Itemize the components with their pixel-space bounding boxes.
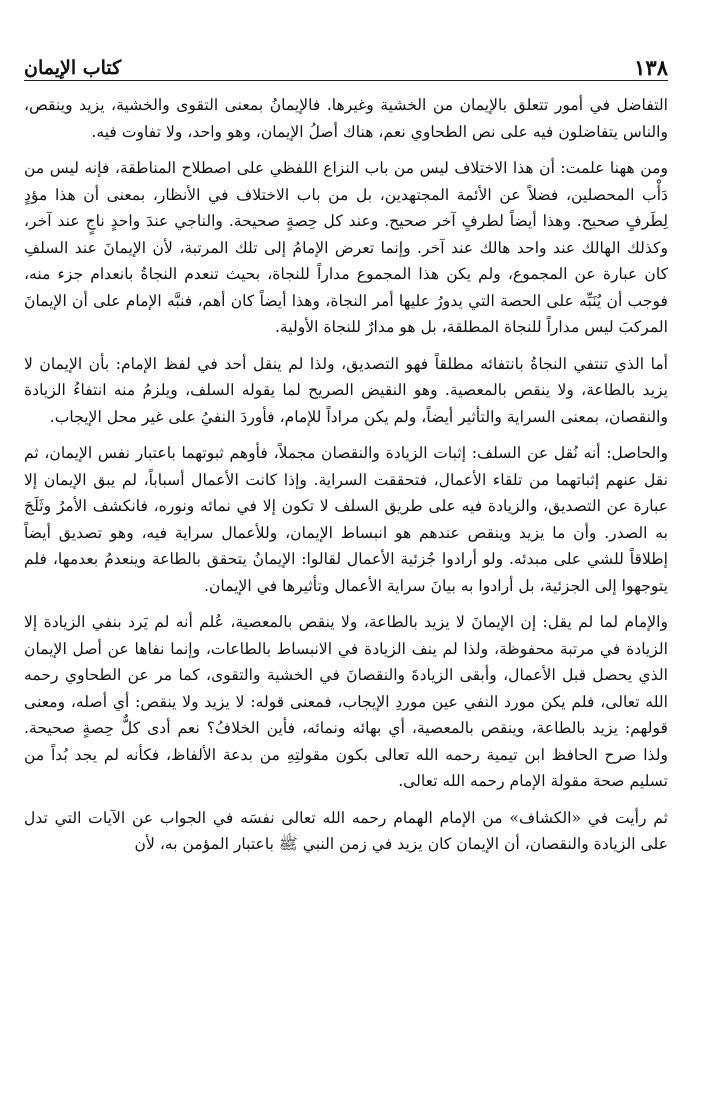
paragraph-4: والحاصل: أنه نُقل عن السلف: إثبات الزيادة والنقصان مجملاً، فأوهم ثبوتهما باعتبار نفس الإيمان، ثم نقل عنهم إثباتهما من تلقاء الأعمال، فتحققت السراية. وإذا كانت الأعمال أسباباً، لم يبق الإيمان إلا عبارة عن التصديق، والزيادة فيه على طريق السلف لا تكون إلا في نمائه ونوره، فانكشف الأمرُ وثَلَجَ به الصدر. وأن ما يزيد وينقص عندهم هو انبساط الإيمان، وللأعمال سراية فيه، وهو تصديق أيضاً إطلاقاً للشي على مبدئه. ولو أرادوا جُزئية الأعمال لقالوا: الإيمانُ يتحقق بالطاعة وينعدمُ بعدمها، فلم يتوجهوا إلى الجزئية، بل أرادوا به بيانَ سراية الأعمال وتأثيرها في الإيمان. <box>24 444 668 595</box>
page-number: ١٣٨ <box>634 55 668 80</box>
paragraph-6: ثم رأيت في «الكشاف» من الإمام الهمام رحمه الله تعالى نفسَه في الجواب عن الآيات التي تدل على الزيادة والنقصان، أن الإيمان كان يزيد في زمن النبي ﷺ باعتبار المؤمن به، لأن <box>24 808 668 853</box>
page-header <box>24 46 668 81</box>
page-body <box>24 92 668 858</box>
paragraph-1: التفاضل في أمور تتعلق بالإيمان من الخشية وغيرها. فالإيمانُ بمعنى التقوى والخشية، يزيد وينقص، والناس يتفاضلون فيه على نص الطحاوي نعم، هناك أصلُ الإيمان، وهو واحد، ولا تفاوت فيه. <box>24 96 668 141</box>
running-title: كتاب الإيمان <box>24 57 122 79</box>
paragraph-2: ومن ههنا علمت: أن هذا الاختلاف ليس من باب النزاع اللفظي على اصطلاح المناطقة، فإنه ليس من دَأْب المحصلين، فضلاً عن الأئمة المجتهدين، بل من باب الاختلاف في الأنظار، بمعنى أن هذا مؤدٍ لِطَرفٍ صحيح. وهذا أيضاً لطرفٍ آخر صحيح. وعند كل حِصةٍ صحيحة. والناجي عندَ واحدٍ ناجٍ عند آخر، وكذلك الهالك عند واحد هالك عند آخر. وإنما تعرض الإمامُ إلى تلك المرتبة، لأن الإيمانَ عند السلفِ كان عبارة عن المجموع، ولم يكن هذا المجموع مداراً للنجاة، بحيث تنعدم النجاةُ بانعدام جزء منه، فوجب أن يُنَبِّه على الحصة التي يدورُ عليها أمر النجاة، وهذا أيضاً كان أهم، فنبَّه الإمام على أن الإيمانَ المركبَ ليس مداراً للنجاة المطلقة، بل هو مدارٌ للنجاة الأولية. <box>24 159 668 336</box>
paragraph-5: والإمام لما لم يقل: إن الإيمانَ لا يزيد بالطاعة، ولا ينقص بالمعصية، عُلم أنه لم يَرد بنفي الزيادة إلا الزيادة في مرتبة محفوظة، ولذا لم ينف الزيادة في الانبساط بالطاعات، وإنما نفاها عن أصل الإيمان الذي يحصل قبل الأعمال، وأبقى الزيادةَ والنقصانَ في الخشية والتقوى، كما مر عن الطحاوي رحمه الله تعالى، فلم يكن مورد النفي عين موردِ الإيجاب، فمعنى قوله: لا يزيد ولا ينقص: أي أصله، ومعنى قولهم: يزيد بالطاعة، وينقص بالمعصية، أي بهائه ونمائه، فأين الخلافُ؟ نعم أدى كلٌّ حِصةٍ صحيحة. ولذا صرح الحافظ ابن تيمية رحمه الله تعالى بكون مقولتِهِ من بدعة الألفاظ، فكأنه لم يجد بُداً من تسليم صحة مقولة الإمام رحمه الله تعالى. <box>24 613 668 790</box>
paragraph-3: أما الذي تنتفي النجاةُ بانتفائه مطلقاً فهو التصديق، ولذا لم ينقل أحد في لفظ الإمام: بأن الإيمان لا يزيد بالطاعة، ولا ينقص بالمعصية. وهو النقيض الصريح لما يقوله السلف، ويلزمُ منه انتفاءُ الزيادة والنقصان، بمعنى السراية والتأثير أيضاً، ولم يكن مراداً للإمام، فأوردَ النفيُ على غير محل الإيجاب. <box>24 354 668 426</box>
